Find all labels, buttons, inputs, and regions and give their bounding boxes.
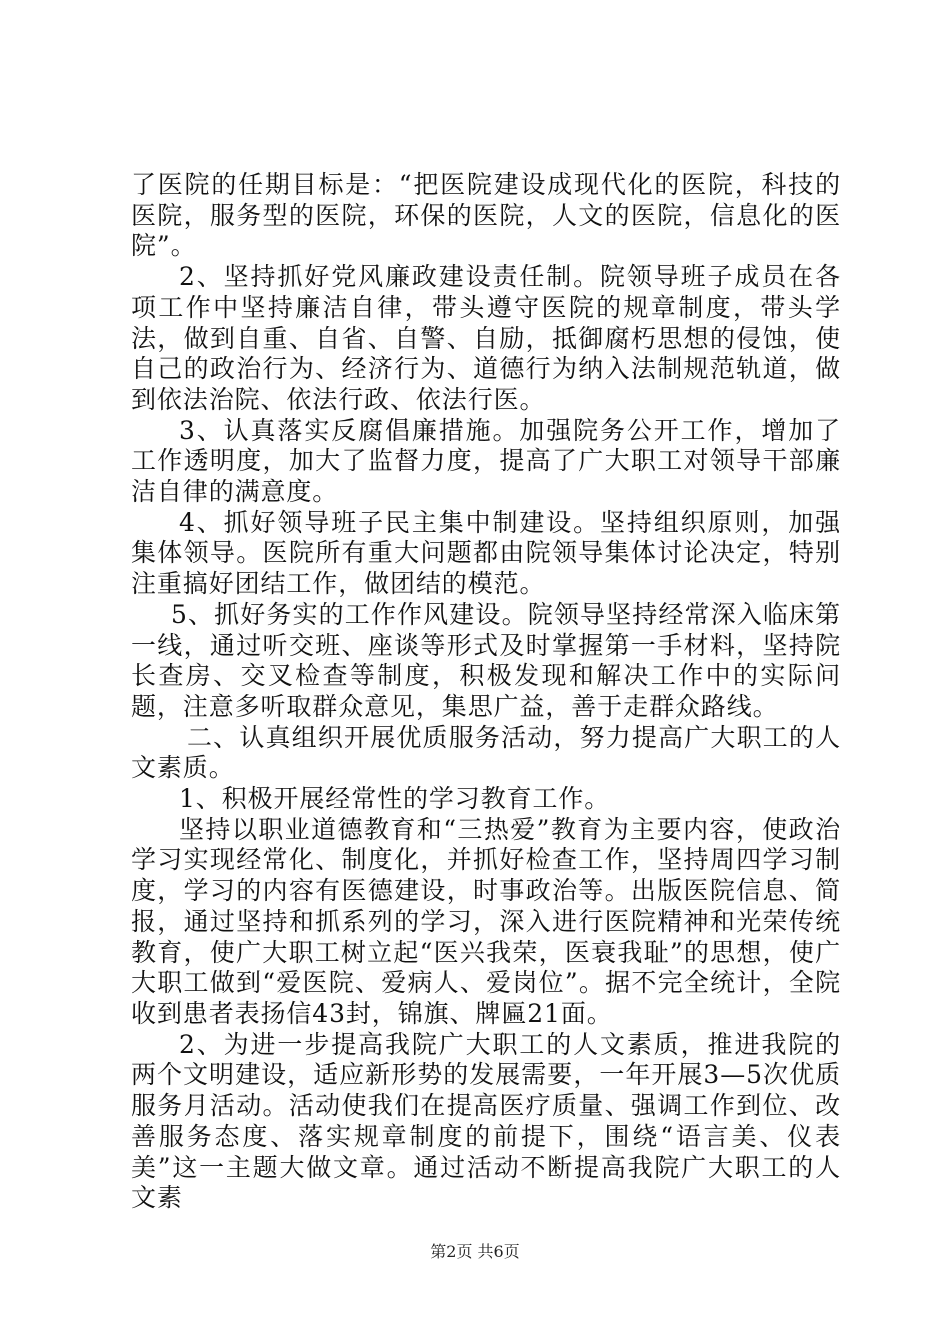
paragraph-subitem-2-service-activities: 2、为进一步提高我院广大职工的人文素质，推进我院的两个文明建设，适应新形势的发展需要，一年开展3—5次优质服务月活动。活动使我们在提高医疗质量、强调工作到位、改善服务态度、落实规章制度的前提下，围绕“语言美、仪表美”这一主题大做文章。通过活动不断提高我院广大职工的人文素: [131, 1029, 841, 1213]
section-heading-two: 二、认真组织开展优质服务活动，努力提高广大职工的人文素质。: [131, 722, 841, 783]
paragraph-study-education: 坚持以职业道德教育和“三热爱”教育为主要内容，使政治学习实现经常化、制度化，并抓好检查工作，坚持周四学习制度，学习的内容有医德建设，时事政治等。出版医院信息、简报，通过坚持和抓系列的学习，深入进行医院精神和光荣传统教育，使广大职工树立起“医兴我荣，医衰我耻”的思想，使广大职工做到“爱医院、爱病人、爱岗位”。据不完全统计，全院收到患者表扬信43封，锦旗、牌匾21面。: [131, 814, 841, 1028]
paragraph-item-3-anti-corruption: 3、认真落实反腐倡廉措施。加强院务公开工作，增加了工作透明度，加大了监督力度，提高了广大职工对领导干部廉洁自律的满意度。: [131, 415, 841, 507]
paragraph-item-5-work-style: 5、抓好务实的工作作风建设。院领导坚持经常深入临床第一线，通过听交班、座谈等形式及时掌握第一手材料，坚持院长查房、交叉检查等制度，积极发现和解决工作中的实际问题，注意多听取群众意见，集思广益，善于走群众路线。: [131, 599, 841, 721]
paragraph-subitem-1-heading: 1、积极开展经常性的学习教育工作。: [179, 784, 611, 814]
paragraph-item-2-clean-government: 2、坚持抓好党风廉政建设责任制。院领导班子成员在各项工作中坚持廉洁自律，带头遵守医院的规章制度，带头学法，做到自重、自省、自警、自励，抵御腐朽思想的侵蚀，使自己的政治行为、经济行为、道德行为纳入法制规范轨道，做到依法治院、依法行政、依法行医。: [131, 262, 841, 414]
document-body: [131, 170, 841, 1214]
paragraph-item-4-leadership: 4、抓好领导班子民主集中制建设。坚持组织原则，加强集体领导。医院所有重大问题都由院领导集体讨论决定，特别注重搞好团结工作，做团结的模范。: [131, 507, 841, 599]
paragraph-goal-continuation: 了医院的任期目标是：“把医院建设成现代化的医院，科技的医院，服务型的医院，环保的医院，人文的医院，信息化的医院”。: [131, 170, 841, 261]
page-number-footer: 第2页 共6页: [430, 1242, 520, 1261]
